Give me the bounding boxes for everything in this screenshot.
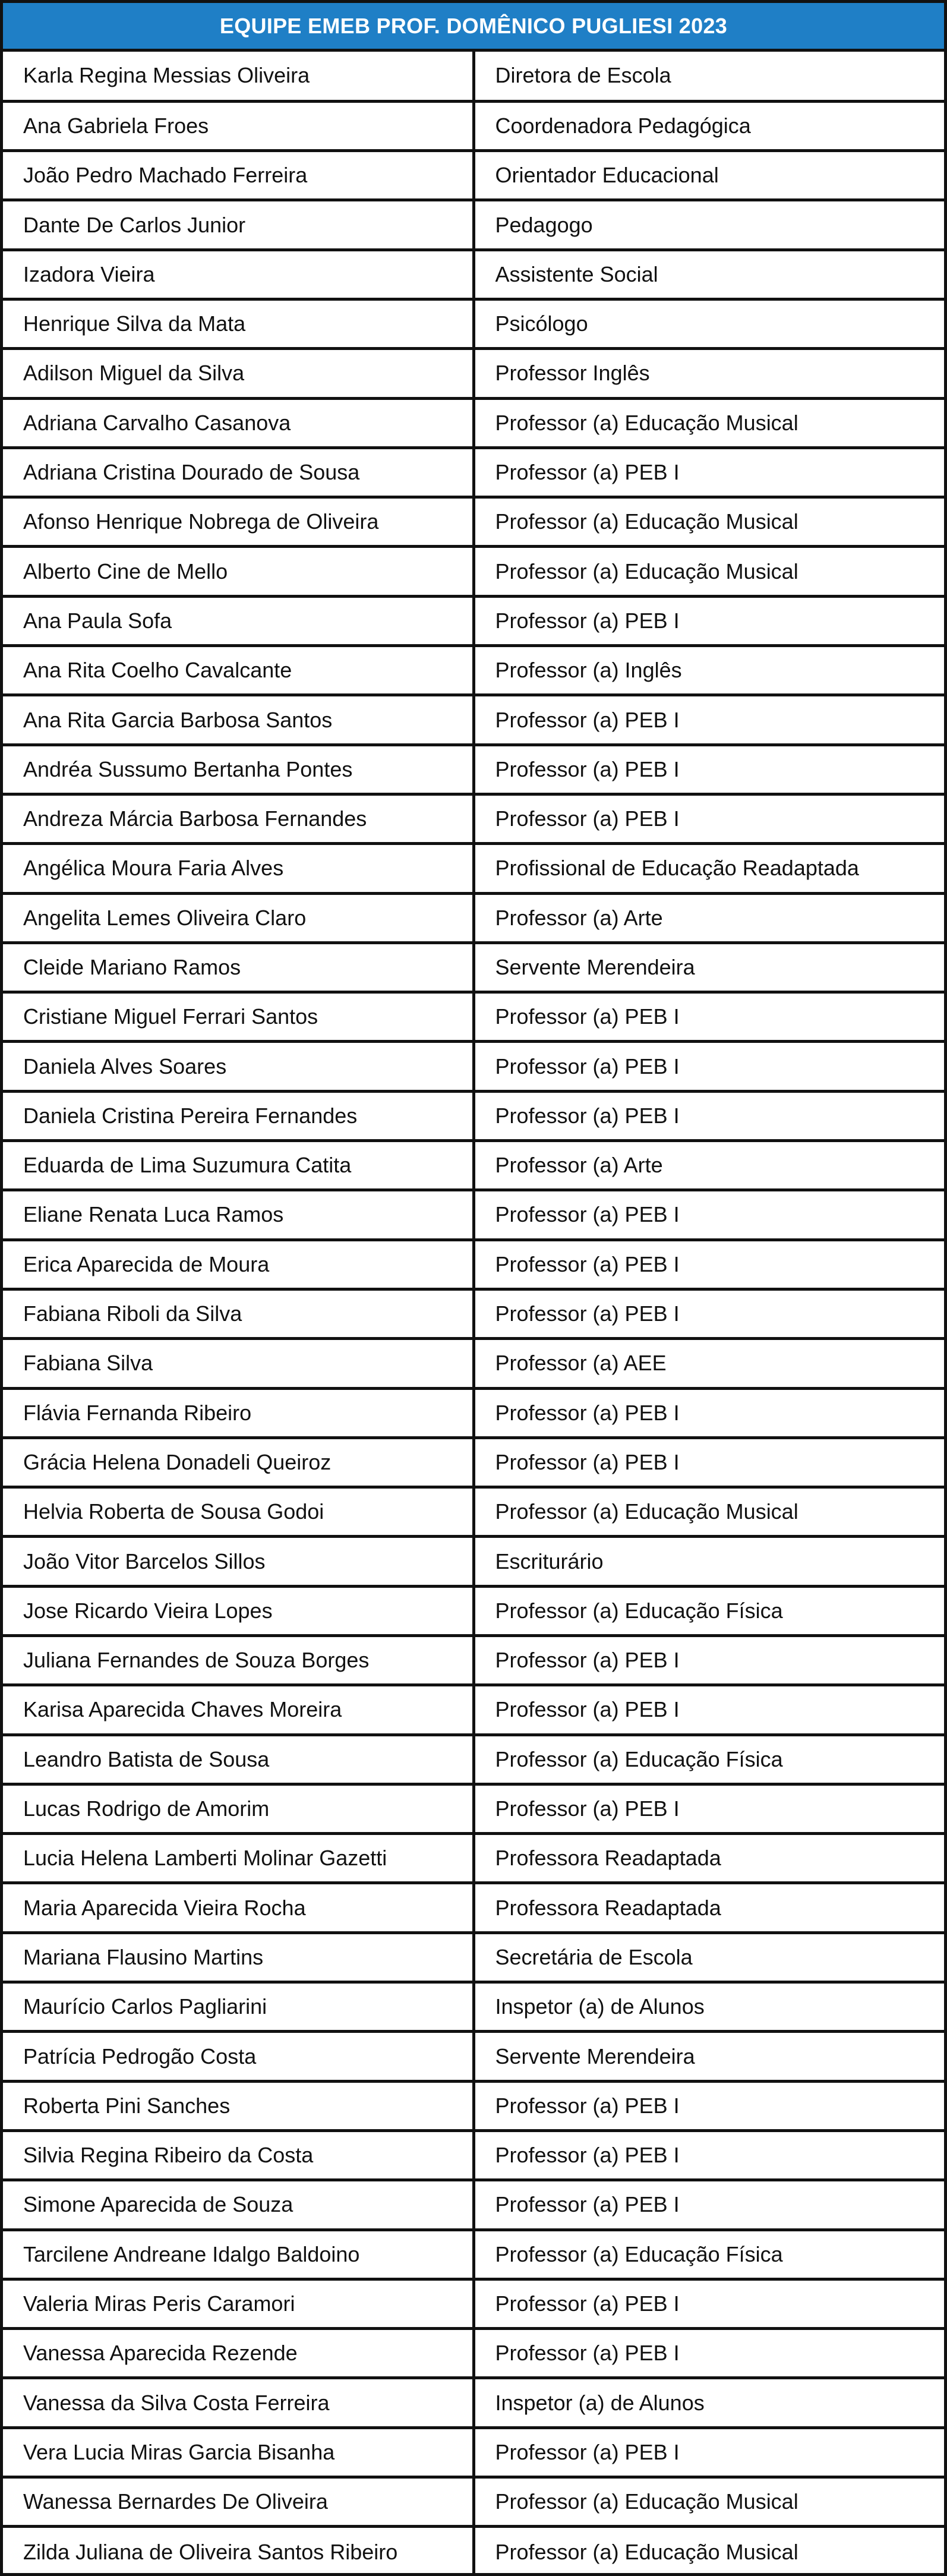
staff-name-cell: Tarcilene Andreane Idalgo Baldoino — [3, 2230, 474, 2279]
table-row — [3, 1141, 944, 1190]
staff-role-cell: Assistente Social — [474, 250, 944, 299]
table-row — [3, 250, 944, 299]
table-title: EQUIPE EMEB PROF. DOMÊNICO PUGLIESI 2023 — [3, 3, 944, 52]
staff-role-cell: Inspetor (a) de Alunos — [474, 2378, 944, 2427]
staff-name-cell: Jose Ricardo Vieira Lopes — [3, 1586, 474, 1635]
table-row — [3, 1437, 944, 1487]
table-row — [3, 2130, 944, 2180]
table-row — [3, 992, 944, 1042]
staff-role-cell: Professor Inglês — [474, 349, 944, 398]
staff-role-cell: Profissional de Educação Readaptada — [474, 844, 944, 893]
staff-name-cell: Roberta Pini Sanches — [3, 2081, 474, 2130]
staff-name-cell: Vera Lucia Miras Garcia Bisanha — [3, 2427, 474, 2477]
staff-role-cell: Professor (a) Educação Musical — [474, 398, 944, 447]
staff-name-cell: Karla Regina Messias Oliveira — [3, 52, 474, 101]
staff-role-cell: Professor (a) PEB I — [474, 2427, 944, 2477]
staff-name-cell: Helvia Roberta de Sousa Godoi — [3, 1487, 474, 1537]
table-row — [3, 2329, 944, 2378]
staff-name-cell: Angelita Lemes Oliveira Claro — [3, 893, 474, 942]
staff-name-cell: Erica Aparecida de Moura — [3, 1240, 474, 1289]
staff-name-cell: Ana Paula Sofa — [3, 596, 474, 645]
staff-name-cell: Ana Rita Garcia Barbosa Santos — [3, 695, 474, 745]
table-row — [3, 893, 944, 942]
staff-name-cell: Maurício Carlos Pagliarini — [3, 1982, 474, 2032]
staff-name-cell: Daniela Cristina Pereira Fernandes — [3, 1091, 474, 1140]
staff-name-cell: Daniela Alves Soares — [3, 1042, 474, 1091]
staff-name-cell: Fabiana Riboli da Silva — [3, 1289, 474, 1338]
staff-role-cell: Professor (a) Educação Musical — [474, 2477, 944, 2527]
table-row — [3, 2527, 944, 2576]
table-row — [3, 794, 944, 843]
table-row — [3, 2279, 944, 2328]
staff-name-cell: Andreza Márcia Barbosa Fernandes — [3, 794, 474, 843]
staff-role-cell: Professor (a) PEB I — [474, 1240, 944, 1289]
staff-name-cell: João Vitor Barcelos Sillos — [3, 1537, 474, 1586]
staff-name-cell: Adriana Carvalho Casanova — [3, 398, 474, 447]
staff-role-cell: Professor (a) PEB I — [474, 1784, 944, 1833]
staff-role-cell: Professor (a) AEE — [474, 1339, 944, 1388]
table-row — [3, 2427, 944, 2477]
staff-name-cell: Dante De Carlos Junior — [3, 200, 474, 250]
staff-role-cell: Professor (a) PEB I — [474, 1388, 944, 1437]
table-row — [3, 2081, 944, 2130]
table-row — [3, 1685, 944, 1735]
table-row — [3, 1636, 944, 1685]
table-row — [3, 1537, 944, 1586]
staff-name-cell: Angélica Moura Faria Alves — [3, 844, 474, 893]
table-row — [3, 942, 944, 992]
table-row — [3, 1883, 944, 1932]
staff-role-cell: Orientador Educacional — [474, 151, 944, 200]
staff-role-cell: Professor (a) PEB I — [474, 2279, 944, 2328]
staff-role-cell: Professor (a) PEB I — [474, 2130, 944, 2180]
staff-role-cell: Inspetor (a) de Alunos — [474, 1982, 944, 2032]
staff-role-cell: Professora Readaptada — [474, 1834, 944, 1883]
staff-role-cell: Professor (a) Educação Física — [474, 1586, 944, 1635]
table-row — [3, 1240, 944, 1289]
staff-name-cell: Flávia Fernanda Ribeiro — [3, 1388, 474, 1437]
staff-name-cell: Andréa Sussumo Bertanha Pontes — [3, 745, 474, 794]
table-row — [3, 1042, 944, 1091]
staff-name-cell: Eduarda de Lima Suzumura Catita — [3, 1141, 474, 1190]
staff-name-cell: Ana Gabriela Froes — [3, 101, 474, 150]
staff-role-cell: Professor (a) Educação Musical — [495, 2539, 798, 2564]
table-row — [3, 2378, 944, 2427]
staff-role-cell: Professor (a) Inglês — [474, 646, 944, 695]
staff-name-cell: Wanessa Bernardes De Oliveira — [3, 2477, 474, 2527]
staff-name-cell: Lucas Rodrigo de Amorim — [3, 1784, 474, 1833]
staff-role-cell: Escriturário — [474, 1537, 944, 1586]
table-row — [3, 1289, 944, 1338]
table-row — [3, 398, 944, 447]
staff-role-cell: Pedagogo — [474, 200, 944, 250]
staff-name-cell: Leandro Batista de Sousa — [3, 1735, 474, 1784]
staff-role-cell: Professor (a) PEB I — [474, 1289, 944, 1338]
staff-name-cell: Juliana Fernandes de Souza Borges — [3, 1636, 474, 1685]
table-row — [3, 695, 944, 745]
staff-table — [3, 52, 944, 2576]
staff-role-cell: Servente Merendeira — [474, 942, 944, 992]
staff-role-cell: Professor (a) Educação Musical — [474, 497, 944, 547]
staff-role-cell: Professor (a) PEB I — [474, 745, 944, 794]
staff-role-cell: Professor (a) PEB I — [474, 1091, 944, 1140]
staff-role-cell: Professor (a) Educação Física — [474, 1735, 944, 1784]
table-row — [3, 1735, 944, 1784]
staff-name-cell: Mariana Flausino Martins — [3, 1932, 474, 1982]
staff-role-cell: Coordenadora Pedagógica — [474, 101, 944, 150]
staff-name-cell: Patrícia Pedrogão Costa — [3, 2032, 474, 2081]
staff-role-cell: Professor (a) PEB I — [474, 695, 944, 745]
staff-role-cell: Professor (a) PEB I — [474, 447, 944, 497]
staff-name-cell: Cristiane Miguel Ferrari Santos — [3, 992, 474, 1042]
staff-role-cell: Professor (a) PEB I — [474, 992, 944, 1042]
table-row — [3, 349, 944, 398]
staff-role-cell: Professor (a) Arte — [474, 1141, 944, 1190]
table-row — [3, 2032, 944, 2081]
staff-name-cell: Vanessa Aparecida Rezende — [3, 2329, 474, 2378]
staff-role-cell: Professor (a) PEB I — [474, 1190, 944, 1240]
table-row — [3, 1190, 944, 1240]
staff-name-cell: Silvia Regina Ribeiro da Costa — [3, 2130, 474, 2180]
staff-table-body — [3, 52, 944, 2576]
staff-name-cell: Grácia Helena Donadeli Queiroz — [3, 1437, 474, 1487]
staff-name-cell: Cleide Mariano Ramos — [3, 942, 474, 992]
table-row — [3, 1932, 944, 1982]
table-row — [3, 447, 944, 497]
table-row — [3, 2230, 944, 2279]
table-row — [3, 1388, 944, 1437]
staff-role-cell: Professor (a) PEB I — [474, 1636, 944, 1685]
table-row — [3, 52, 944, 101]
staff-name-cell: Maria Aparecida Vieira Rocha — [3, 1883, 474, 1932]
staff-role-cell: Professor (a) Educação Musical — [474, 547, 944, 596]
staff-role-cell: Professor (a) PEB I — [474, 2329, 944, 2378]
staff-name-cell: Henrique Silva da Mata — [3, 299, 474, 348]
staff-name-cell: Fabiana Silva — [3, 1339, 474, 1388]
staff-role-cell: Psicólogo — [474, 299, 944, 348]
staff-role-cell: Professora Readaptada — [474, 1883, 944, 1932]
table-row — [3, 1982, 944, 2032]
staff-role-cell: Servente Merendeira — [474, 2032, 944, 2081]
staff-name-cell: Valeria Miras Peris Caramori — [3, 2279, 474, 2328]
table-row — [3, 2477, 944, 2527]
table-row — [3, 1784, 944, 1833]
staff-role-cell: Professor (a) PEB I — [474, 794, 944, 843]
table-row — [3, 1586, 944, 1635]
staff-name-cell: Karisa Aparecida Chaves Moreira — [3, 1685, 474, 1735]
table-row — [3, 646, 944, 695]
staff-role-cell: Professor (a) PEB I — [474, 1437, 944, 1487]
staff-name-cell: Lucia Helena Lamberti Molinar Gazetti — [3, 1834, 474, 1883]
table-row — [3, 844, 944, 893]
table-row — [3, 101, 944, 150]
staff-role-cell: Professor (a) PEB I — [474, 2180, 944, 2230]
staff-role-cell: Professor (a) Educação Física — [474, 2230, 944, 2279]
staff-name-cell: Izadora Vieira — [3, 250, 474, 299]
staff-name-cell: Afonso Henrique Nobrega de Oliveira — [3, 497, 474, 547]
staff-name-cell: Alberto Cine de Mello — [3, 547, 474, 596]
staff-role-cell: Professor (a) Arte — [474, 893, 944, 942]
staff-name-cell: Adriana Cristina Dourado de Sousa — [3, 447, 474, 497]
table-row — [3, 1834, 944, 1883]
table-row — [3, 547, 944, 596]
staff-name-cell: Ana Rita Coelho Cavalcante — [3, 646, 474, 695]
table-row — [3, 1091, 944, 1140]
staff-role-cell: Professor (a) PEB I — [474, 1685, 944, 1735]
staff-name-cell: Simone Aparecida de Souza — [3, 2180, 474, 2230]
staff-role-cell: Professor (a) Educação Musical — [474, 1487, 944, 1537]
table-row — [3, 200, 944, 250]
staff-role-cell: Professor (a) PEB I — [474, 1042, 944, 1091]
staff-role-cell: Diretora de Escola — [474, 52, 944, 101]
staff-name-cell: João Pedro Machado Ferreira — [3, 151, 474, 200]
table-row — [3, 151, 944, 200]
staff-role-cell: Professor (a) PEB I — [474, 596, 944, 645]
table-row — [3, 1487, 944, 1537]
table-row — [3, 299, 944, 348]
table-row — [3, 2180, 944, 2230]
table-row — [3, 596, 944, 645]
staff-name-cell: Eliane Renata Luca Ramos — [3, 1190, 474, 1240]
staff-name-cell: Vanessa da Silva Costa Ferreira — [3, 2378, 474, 2427]
staff-name-cell: Adilson Miguel da Silva — [3, 349, 474, 398]
table-row — [3, 497, 944, 547]
table-row — [3, 1339, 944, 1388]
staff-role-cell: Secretária de Escola — [474, 1932, 944, 1982]
staff-name-cell: Zilda Juliana de Oliveira Santos Ribeiro — [3, 2527, 474, 2576]
table-row — [3, 745, 944, 794]
staff-role-cell: Professor (a) PEB I — [474, 2081, 944, 2130]
